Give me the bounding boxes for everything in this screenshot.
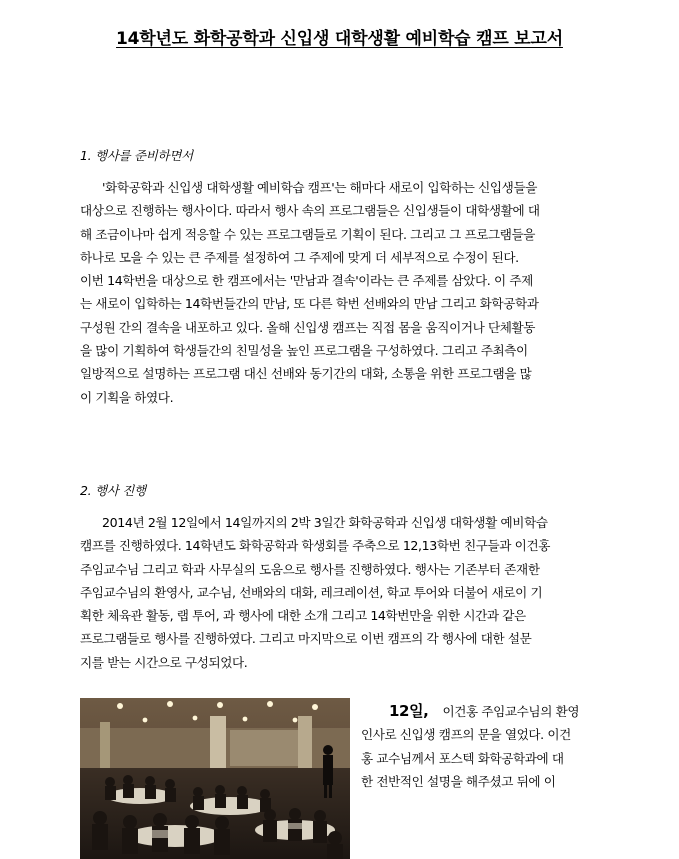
paragraph-line: 는 새로이 입학하는 14학번들간의 만남, 또 다른 학번 선배와의 만남 그리고 화학공학과 xyxy=(80,296,539,312)
paragraph-line: 한 전반적인 설명을 해주셨고 뒤에 이 xyxy=(361,773,556,789)
section-1-paragraph xyxy=(80,176,600,409)
paragraph-line: 지를 받는 시간으로 구성되었다. xyxy=(80,654,248,670)
paragraph-line: 구성원 간의 결속을 내포하고 있다. 올해 신입생 캠프는 직접 몸을 움직이거나 단체활동 xyxy=(80,319,536,335)
event-photo xyxy=(80,698,350,859)
paragraph-line: 이 기획을 하였다. xyxy=(80,389,174,405)
paragraph-line: 을 많이 기획하여 학생들간의 친밀성을 높인 프로그램을 구성하였다. 그리고 주최측이 xyxy=(80,343,528,359)
paragraph-line: 이번 14학번을 대상으로 한 캠프에서는 '만남과 결속'이라는 큰 주제를 삼았다. 이 주제 xyxy=(80,273,533,289)
paragraph-line: 획한 체육관 활동, 랩 투어, 과 행사에 대한 소개 그리고 14학번만을 위한 시간과 같은 xyxy=(80,608,526,624)
paragraph-line: 2014년 2월 12일에서 14일까지의 2박 3일간 화학공학과 신입생 대학생활 예비학습 xyxy=(102,515,548,530)
day-label: 12일, xyxy=(389,702,429,720)
paragraph-line: 프로그램들로 행사를 진행하였다. 그리고 마지막으로 이번 캠프의 각 행사에 대한 설문 xyxy=(80,631,532,647)
paragraph-line: 일방적으로 설명하는 프로그램 대신 선배와 동기간의 대화, 소통을 위한 프로그램을 많 xyxy=(80,366,532,382)
section-2-heading: 2. 행사 진행 xyxy=(80,483,146,498)
day-12-paragraph xyxy=(361,700,601,793)
day-first-text: 이건홍 주임교수님의 환영 xyxy=(442,704,580,719)
section-2-paragraph xyxy=(80,511,600,674)
paragraph-line: 대상으로 진행하는 행사이다. 따라서 행사 속의 프로그램들은 신입생들이 대학생활에 대 xyxy=(80,203,540,219)
paragraph-line: 캠프를 진행하였다. 14학년도 화학공학과 학생회를 주축으로 12,13학번 친구들과 이건홍 xyxy=(80,538,550,554)
paragraph-line: '화학공학과 신입생 대학생활 예비학습 캠프'는 해마다 새로이 입학하는 신입생들을 xyxy=(102,180,537,195)
paragraph-line xyxy=(361,700,601,723)
document-title: 14학년도 화학공학과 신입생 대학생활 예비학습 캠프 보고서 xyxy=(116,29,563,49)
paragraph-line: 해 조금이나마 쉽게 적응할 수 있는 프로그램들로 기획이 된다. 그리고 그 프로그램들을 xyxy=(80,226,536,242)
section-1-heading: 1. 행사를 준비하면서 xyxy=(80,148,193,163)
paragraph-line: 주임교수님 그리고 학과 사무실의 도움으로 행사를 진행하였다. 행사는 기존부터 존재한 xyxy=(80,561,540,577)
paragraph-line: 주임교수님의 환영사, 교수님, 선배와의 대화, 레크레이션, 학교 투어와 더불어 새로이 기 xyxy=(80,584,543,600)
paragraph-line: 하나로 모을 수 있는 큰 주제를 설정하여 그 주제에 맞게 더 세부적으로 수정이 된다. xyxy=(80,249,519,265)
photo-icon xyxy=(80,698,350,859)
paragraph-line: 홍 교수님께서 포스텍 화학공학과에 대 xyxy=(361,750,564,766)
paragraph-line: 인사로 신입생 캠프의 문을 열었다. 이건 xyxy=(361,727,571,743)
